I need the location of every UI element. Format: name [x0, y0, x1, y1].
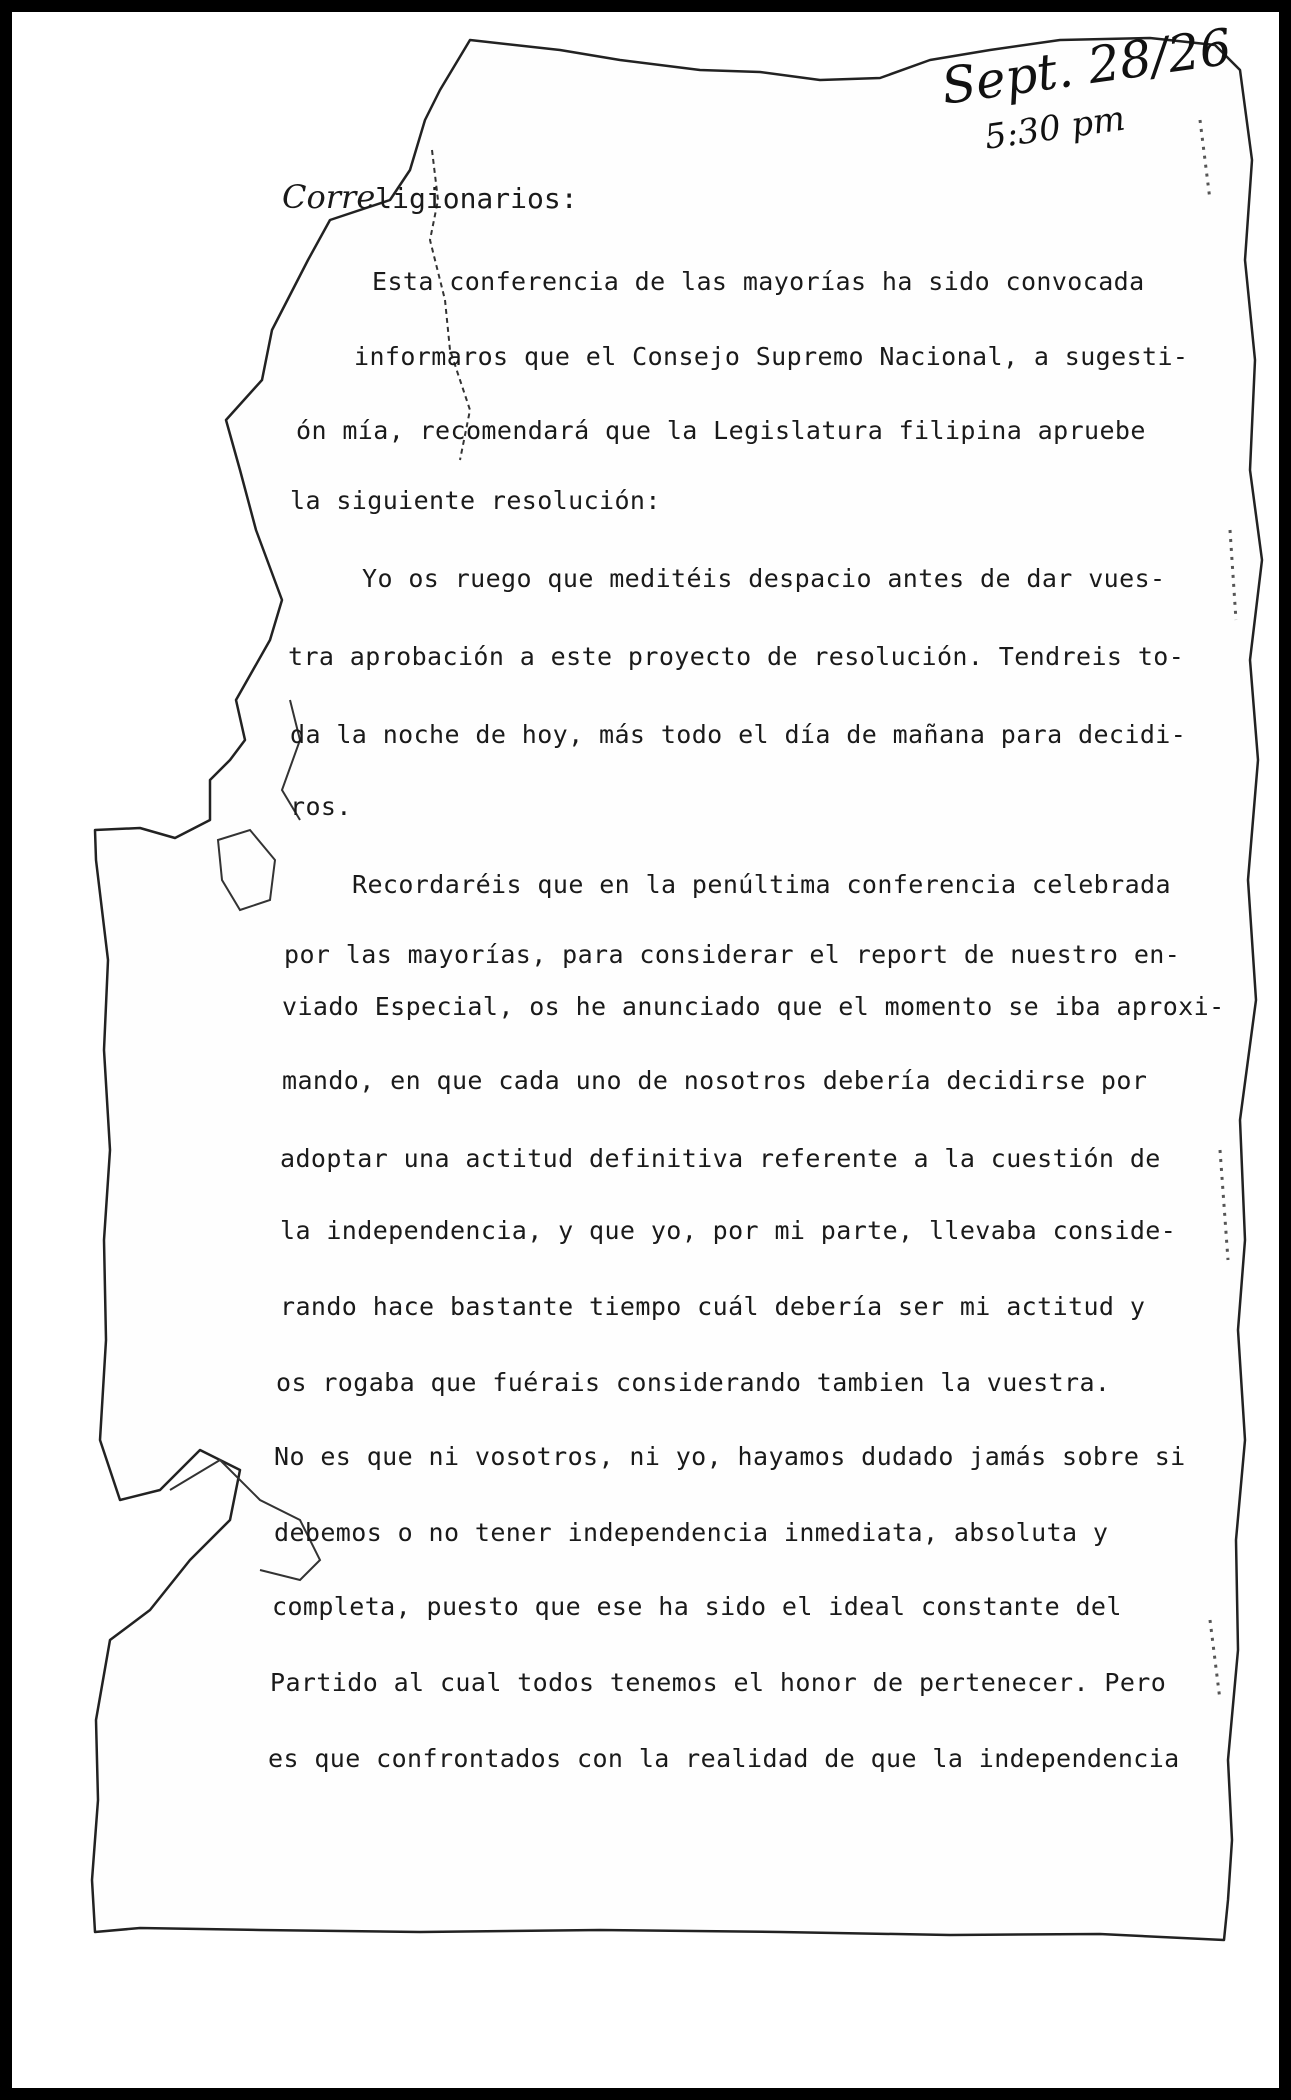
handwritten-date: Sept. 28/26: [937, 17, 1236, 116]
text-line: Recordaréis que en la penúltima conferencia celebrada: [352, 870, 1171, 899]
text-line: Yo os ruego que meditéis despacio antes de dar vues-: [362, 564, 1166, 593]
text-line: completa, puesto que ese ha sido el ideal constante del: [272, 1592, 1122, 1621]
text-line: da la noche de hoy, más todo el día de mañana para decidi-: [290, 720, 1187, 749]
text-line: debemos o no tener independencia inmediata, absoluta y: [274, 1518, 1109, 1547]
text-line: Esta conferencia de las mayorías ha sido convocada: [372, 267, 1145, 296]
salutation-handwritten: Corre: [282, 178, 376, 216]
text-line: por las mayorías, para considerar el report de nuestro en-: [284, 940, 1181, 969]
text-line: informaros que el Consejo Supremo Nacional, a sugesti-: [354, 342, 1189, 371]
text-line: es que confrontados con la realidad de que la independencia: [268, 1744, 1180, 1773]
handwritten-time: 5:30 pm: [982, 98, 1128, 158]
text-line: Partido al cual todos tenemos el honor de pertenecer. Pero: [270, 1668, 1167, 1697]
text-line: No es que ni vosotros, ni yo, hayamos dudado jamás sobre si: [274, 1442, 1186, 1471]
text-line: tra aprobación a este proyecto de resolución. Tendreis to-: [288, 642, 1185, 671]
salutation: [282, 178, 578, 216]
text-line: la independencia, y que yo, por mi parte, llevaba conside-: [280, 1216, 1177, 1245]
text-line: rando hace bastante tiempo cuál debería ser mi actitud y: [280, 1292, 1146, 1321]
salutation-typed: ligionarios:: [375, 182, 578, 215]
text-line: adoptar una actitud definitiva referente a la cuestión de: [280, 1144, 1161, 1173]
text-line: viado Especial, os he anunciado que el momento se iba aproxi-: [282, 992, 1225, 1021]
text-line: mando, en que cada uno de nosotros debería decidirse por: [282, 1066, 1148, 1095]
text-line: os rogaba que fuérais considerando tambien la vuestra.: [276, 1368, 1111, 1397]
text-line: ón mía, recomendará que la Legislatura filipina apruebe: [296, 416, 1146, 445]
text-line: la siguiente resolución:: [290, 486, 661, 515]
text-line: ros.: [290, 792, 352, 821]
